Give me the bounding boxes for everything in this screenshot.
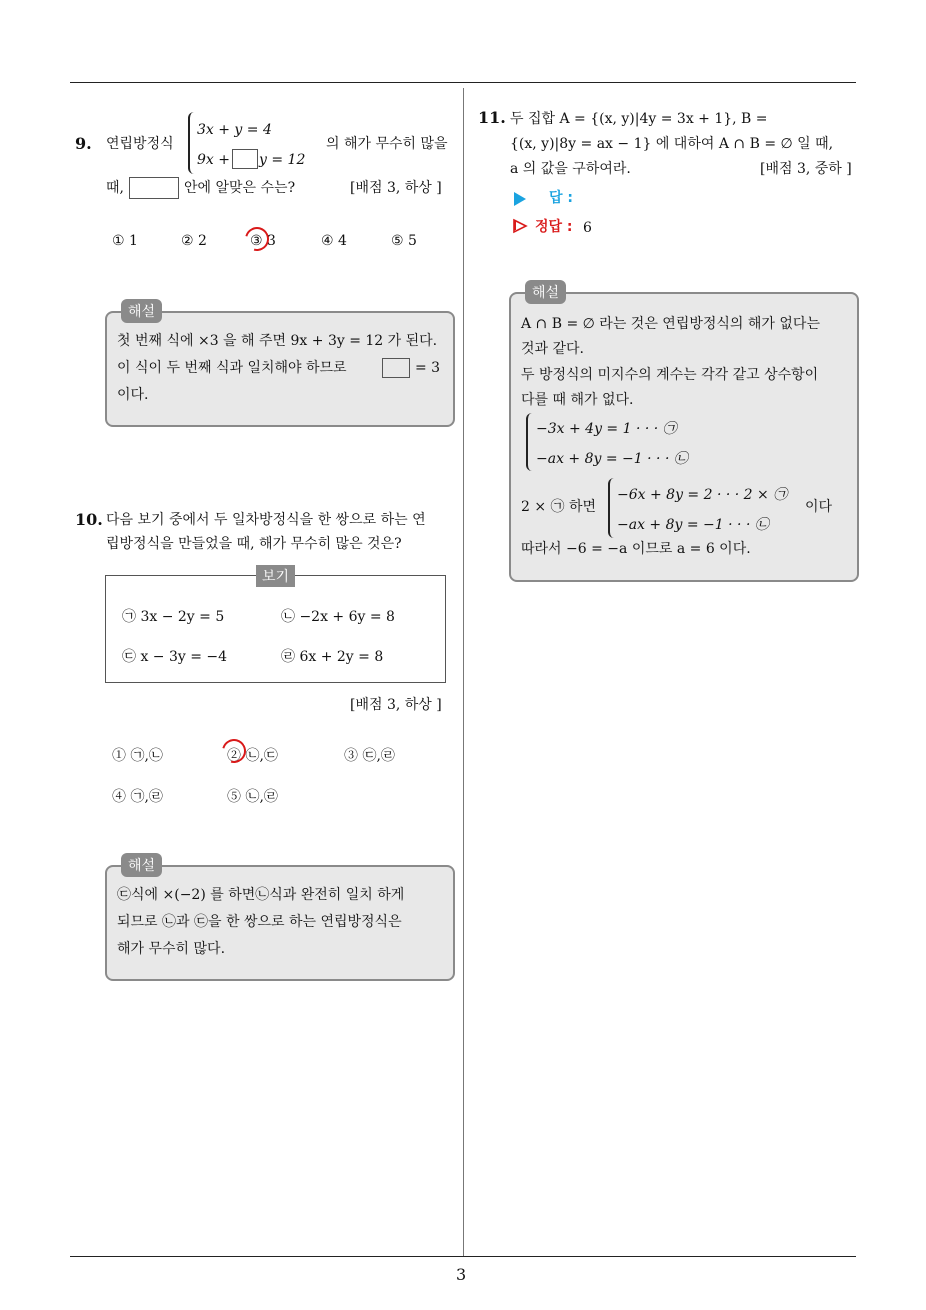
q11-number: 11.: [478, 108, 506, 127]
q9-intro: 연립방정식: [106, 136, 174, 152]
q9-choice-5[interactable]: ⑤ 5: [391, 233, 417, 249]
q10-explanation-line-1: ㉢식에 ×(−2) 를 하면㉡식과 완전히 일치 하게: [117, 887, 405, 903]
q9-explanation-tag: 해설: [121, 299, 162, 323]
page-number: 3: [456, 1265, 467, 1284]
q9-eq2-blank: [232, 149, 258, 169]
q11-correct-label: 정답 :: [535, 219, 573, 235]
q9-eq2-left: 9x +: [197, 152, 230, 168]
q11-explanation-line-2: 것과 같다.: [521, 341, 584, 357]
q11-explanation-line-3: 두 방정식의 미지수의 계수는 각각 같고 상수항이: [521, 367, 819, 383]
column-divider: [463, 88, 464, 1256]
q10-bogi-tag: 보기: [256, 565, 295, 587]
q11-explanation-line-1: A ∩ B = ∅ 라는 것은 연립방정식의 해가 없다는: [521, 316, 820, 332]
q10-number: 10.: [75, 510, 103, 529]
q9-choice-1[interactable]: ① 1: [112, 233, 138, 249]
q9-tail1: 의 해가 무수히 많을: [326, 136, 448, 152]
q11-system1-eq1: −3x + 4y = 1 · · · ㉠: [536, 421, 677, 437]
q11-line-3: a 의 값을 구하여라.: [510, 161, 631, 177]
q9-choice-3[interactable]: ③ 3: [250, 233, 276, 249]
q9-explanation-line-1: 첫 번째 식에 ×3 을 해 주면 9x + 3y = 12 가 된다.: [117, 333, 438, 349]
q10-explanation-line-2: 되므로 ㉡과 ㉢을 한 쌍으로 하는 연립방정식은: [117, 914, 402, 930]
q9-number: 9.: [75, 134, 92, 153]
q10-score: [배점 3, 하상 ]: [350, 697, 442, 713]
q10-choice-5[interactable]: ⑤ ㉡,㉣: [227, 789, 278, 805]
q9-explanation-line-3: 이다.: [117, 387, 149, 403]
q9-choice-2[interactable]: ② 2: [181, 233, 207, 249]
q9-eq2-right: y = 12: [259, 152, 306, 168]
q10-choice-3[interactable]: ③ ㉢,㉣: [344, 748, 395, 764]
q10-line-1: 다음 보기 중에서 두 일차방정식을 한 쌍으로 하는 연: [106, 512, 426, 528]
answer-arrow-icon: [514, 192, 526, 206]
q9-tail2-pre: 때,: [106, 180, 124, 196]
q10-line-2: 립방정식을 만들었을 때, 해가 무수히 많은 것은?: [106, 536, 402, 552]
q11-correct-value: 6: [583, 220, 592, 236]
q10-bogi-box: [105, 575, 446, 683]
q11-line-1: 두 집합 A = {(x, y)|4y = 3x + 1}, B =: [510, 111, 768, 127]
q11-conclusion: 따라서 −6 = −a 이므로 a = 6 이다.: [521, 541, 751, 557]
q11-system2-eq1: −6x + 8y = 2 · · · 2 × ㉠: [617, 487, 788, 503]
q9-selected-circle: [241, 223, 274, 256]
q10-bogi-item-4: ㉣ 6x + 2y = 8: [281, 649, 384, 665]
q11-system2-post: 이다: [805, 499, 833, 515]
q10-bogi-item-2: ㉡ −2x + 6y = 8: [281, 609, 395, 625]
q9-tail2-post: 안에 알맞은 수는?: [184, 180, 296, 196]
q11-explanation-line-4: 다를 때 해가 없다.: [521, 392, 634, 408]
q10-bogi-item-3: ㉢ x − 3y = −4: [122, 649, 228, 665]
top-rule: [70, 82, 856, 83]
q10-choice-1[interactable]: ① ㉠,㉡: [112, 748, 163, 764]
q11-answer-label: 답 :: [549, 190, 573, 206]
q11-system1-brace: [526, 413, 534, 471]
q10-explanation-line-3: 해가 무수히 많다.: [117, 941, 226, 957]
q11-system2-eq2: −ax + 8y = −1 · · · ㉡: [617, 517, 769, 533]
q9-explanation-blank: [382, 358, 410, 378]
q9-score: [배점 3, 하상 ]: [350, 180, 442, 196]
q11-explanation-tag: 해설: [525, 280, 566, 304]
q11-line-2: {(x, y)|8y = ax − 1} 에 대하여 A ∩ B = ∅ 일 때,: [510, 136, 834, 152]
q9-eq1: 3x + y = 4: [197, 122, 272, 138]
q11-score: [배점 3, 중하 ]: [760, 161, 852, 177]
correct-answer-triangle-icon: [512, 218, 528, 234]
q11-system2-pre: 2 × ㉠ 하면: [521, 499, 597, 515]
q10-choice-2[interactable]: ② ㉡,㉢: [227, 748, 278, 764]
q10-choice-4[interactable]: ④ ㉠,㉣: [112, 789, 163, 805]
q9-system-brace: [188, 112, 196, 174]
q10-bogi-item-1: ㉠ 3x − 2y = 5: [122, 609, 225, 625]
q9-answer-blank: [129, 177, 179, 199]
bottom-rule: [70, 1256, 856, 1257]
q10-explanation-tag: 해설: [121, 853, 162, 877]
q11-system1-eq2: −ax + 8y = −1 · · · ㉡: [536, 451, 688, 467]
q9-explanation-line-2b: = 3: [415, 360, 441, 376]
q11-system2-brace: [608, 478, 616, 538]
q9-explanation-line-2: 이 식이 두 번째 식과 일치해야 하므로: [117, 360, 347, 376]
q9-choice-4[interactable]: ④ 4: [321, 233, 347, 249]
